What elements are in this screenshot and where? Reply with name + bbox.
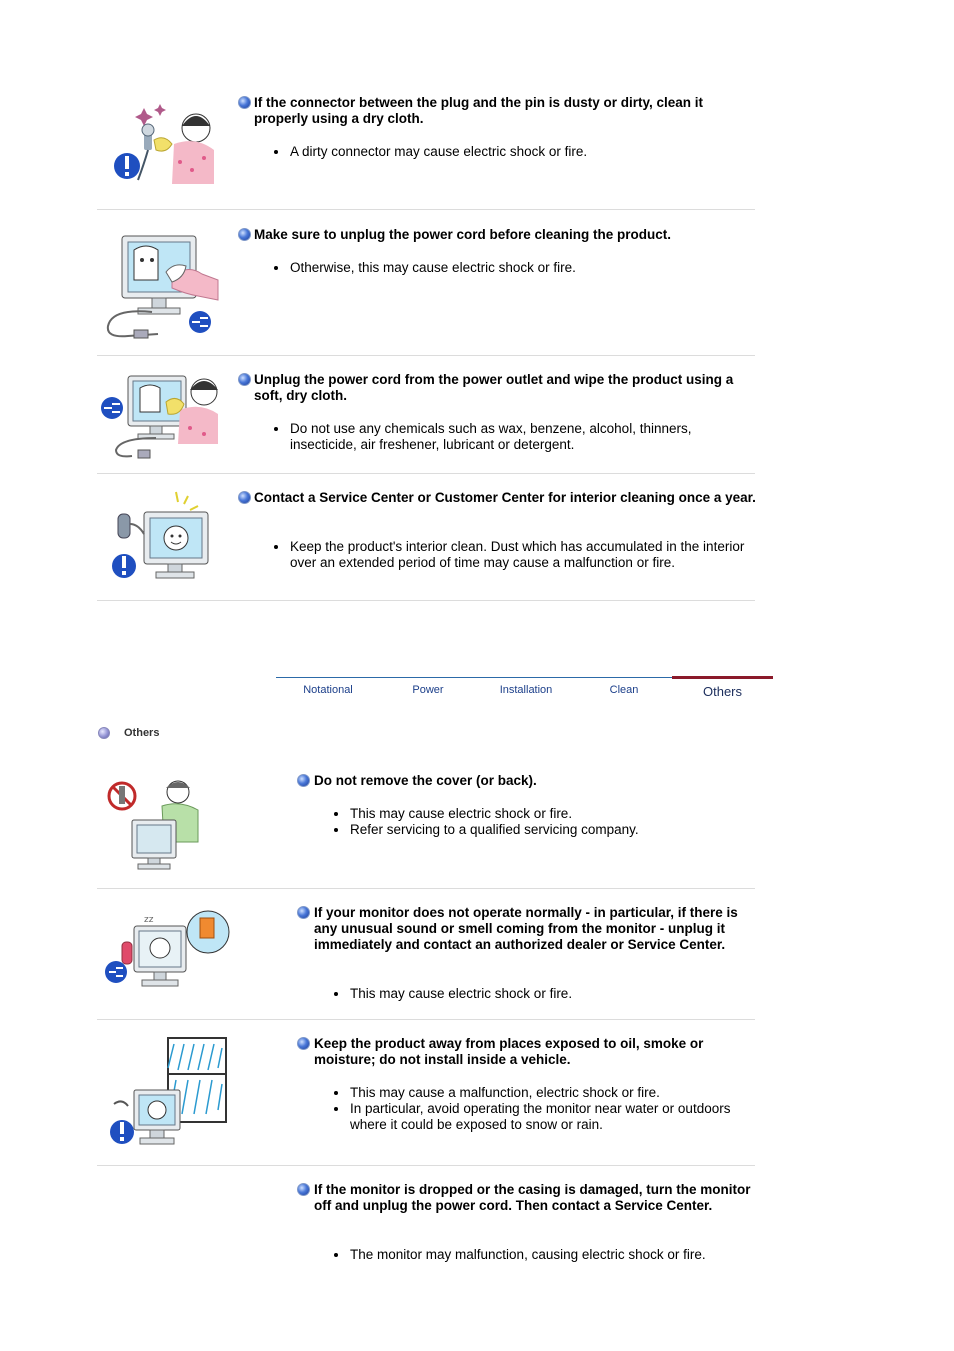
section-title: Others [124, 727, 160, 739]
clean-item-2-headline: Make sure to unplug the power cord before cleaning the product. [254, 227, 672, 242]
active-tab-indicator [672, 676, 773, 679]
headline-bullet-icon [297, 1037, 310, 1050]
clean-item-4-points [274, 539, 754, 571]
wipe-with-dry-cloth-illustration [100, 372, 220, 460]
divider [97, 1165, 755, 1166]
headline-bullet-icon [238, 373, 251, 386]
clean-item-1-points [274, 144, 744, 160]
headline-bullet-icon [238, 491, 251, 504]
headline-bullet-icon [297, 906, 310, 919]
do-not-remove-cover-illustration [104, 776, 204, 870]
divider [97, 888, 755, 889]
svg-text:zz: zz [144, 915, 154, 925]
tab-power[interactable]: Power [412, 684, 444, 696]
clean-connector-illustration [108, 100, 220, 184]
list-item: A dirty connector may cause electric shock or fire. [274, 144, 744, 160]
unplug-before-cleaning-illustration [104, 232, 220, 340]
abnormal-operation-illustration [104, 908, 230, 998]
headline-bullet-icon [238, 96, 251, 109]
divider [97, 209, 755, 210]
other-item-1-points [334, 806, 754, 838]
list-item: Keep the product's interior clean. Dust which has accumulated in the interior over an extended period of time may cause a malfunction or fire. [274, 539, 754, 571]
other-item-4-points [334, 1247, 754, 1263]
clean-item-3-points [274, 421, 744, 453]
other-item-2-points [334, 986, 754, 1002]
tab-clean[interactable]: Clean [609, 684, 639, 696]
list-item: This may cause electric shock or fire. [334, 986, 754, 1002]
list-item: In particular, avoid operating the monitor near water or outdoors where it could be exposed to snow or rain. [334, 1101, 754, 1133]
divider [97, 473, 755, 474]
headline-bullet-icon [297, 1183, 310, 1196]
other-item-2-headline: If your monitor does not operate normally - in particular, if there is any unusual sound or smell coming from the monitor - unplug it immediately and contact an authorized dealer or Service Center. [314, 905, 738, 952]
list-item: This may cause electric shock or fire. [334, 806, 754, 822]
headline-bullet-icon [238, 228, 251, 241]
section-bullet-icon [98, 727, 110, 739]
service-center-cleaning-illustration [108, 490, 212, 582]
safety-tab-bar [276, 677, 773, 706]
other-item-3-headline: Keep the product away from places exposed to oil, smoke or moisture; do not install inside a vehicle. [314, 1036, 704, 1067]
list-item: Do not use any chemicals such as wax, benzene, alcohol, thinners, insecticide, air freshener, lubricant or detergent. [274, 421, 744, 453]
other-item-4-headline: If the monitor is dropped or the casing is damaged, turn the monitor off and unplug the power cord. Then contact a Service Center. [314, 1182, 751, 1213]
clean-item-4-headline: Contact a Service Center or Customer Center for interior cleaning once a year. [254, 490, 756, 505]
list-item: This may cause a malfunction, electric shock or fire. [334, 1085, 754, 1101]
clean-item-3-headline: Unplug the power cord from the power outlet and wipe the product using a soft, dry cloth. [254, 372, 734, 403]
headline-bullet-icon [297, 774, 310, 787]
list-item: Otherwise, this may cause electric shock or fire. [274, 260, 744, 276]
tab-others[interactable]: Others [702, 684, 742, 699]
list-item: The monitor may malfunction, causing electric shock or fire. [334, 1247, 754, 1263]
tab-installation[interactable]: Installation [499, 684, 553, 696]
other-item-1-headline: Do not remove the cover (or back). [314, 773, 537, 788]
clean-item-2-points [274, 260, 744, 276]
list-item: Refer servicing to a qualified servicing company. [334, 822, 754, 838]
other-item-3-points [334, 1085, 754, 1133]
divider [97, 600, 755, 601]
tab-notational[interactable]: Notational [303, 684, 353, 696]
divider [97, 1019, 755, 1020]
divider [97, 355, 755, 356]
clean-item-1-headline: If the connector between the plug and the pin is dusty or dirty, clean it properly using a dry cloth. [254, 95, 704, 126]
moisture-exposure-illustration [104, 1034, 230, 1148]
